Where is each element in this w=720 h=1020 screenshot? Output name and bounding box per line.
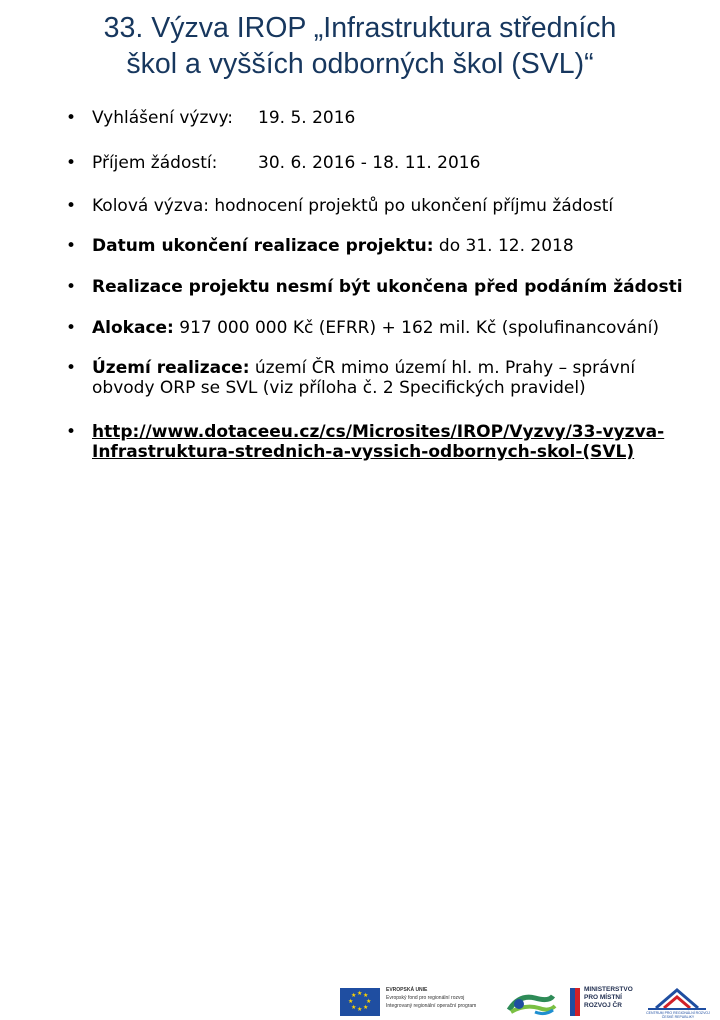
ministry-name: MINISTERSTVO PRO MÍSTNÍ ROZVOJ ČR xyxy=(584,986,633,1009)
bullet-icon: • xyxy=(66,422,77,442)
bullet-icon: • xyxy=(66,277,77,297)
bullet-label: Kolová výzva: xyxy=(92,196,209,216)
irop-logo-icon xyxy=(505,990,557,1018)
logo-bar xyxy=(0,488,720,1019)
program-link-continued[interactable]: Infrastruktura-strednich-a-vyssich-odbornych-skol-(SVL) xyxy=(92,442,635,462)
bullet-icon: • xyxy=(66,196,77,216)
title-line-2: škol a vyšších odborných škol (SVL)“ xyxy=(126,48,594,80)
bullet-label: Území realizace: xyxy=(92,358,250,378)
bullet-icon: • xyxy=(66,153,77,173)
bullet-value: 30. 6. 2016 - 18. 11. 2016 xyxy=(258,153,481,173)
crr-name: CENTRUM PRO REGIONÁLNÍ ROZVOJ ČESKÉ REPUBLIKY xyxy=(646,1011,710,1019)
bullet-label: Realizace projektu nesmí být ukončena před podáním žádosti xyxy=(92,277,683,297)
bullet-label: Příjem žádostí: xyxy=(92,153,218,173)
bullet-list xyxy=(0,0,720,480)
bullet-label: Datum ukončení realizace projektu: xyxy=(92,236,434,256)
bullet-value: 917 000 000 Kč (EFRR) + 162 mil. Kč (spolufinancování) xyxy=(179,318,659,338)
bullet-icon: • xyxy=(66,236,77,256)
bullet-value: území ČR mimo území hl. m. Prahy – správní xyxy=(254,358,636,378)
bullet-value: 19. 5. 2016 xyxy=(258,108,356,128)
program-link[interactable]: http://www.dotaceeu.cz/cs/Microsites/IROP/Vyzvy/33-vyzva- xyxy=(92,422,665,442)
eu-flag-icon: ★ ★ ★ ★ ★ ★ ★ ★ xyxy=(340,988,380,1016)
eu-fund-text: EVROPSKÁ UNIE Evropský fond pro regionální rozvoj Integrovaný regionální operační program xyxy=(386,987,477,1009)
bullet-value: do 31. 12. 2018 xyxy=(438,236,574,256)
bullet-icon: • xyxy=(66,108,77,128)
mmr-emblem-icon xyxy=(570,988,580,1016)
bullet-icon: • xyxy=(66,318,77,338)
bullet-value-continued: obvody ORP se SVL (viz příloha č. 2 Specifických pravidel) xyxy=(92,378,586,398)
bullet-label: Vyhlášení výzvy: xyxy=(92,108,234,128)
bullet-value: hodnocení projektů po ukončení příjmu žádostí xyxy=(214,196,614,216)
bullet-icon: • xyxy=(66,358,77,378)
title-line-1: 33. Výzva IROP „Infrastruktura středních xyxy=(103,12,617,44)
bullet-label: Alokace: xyxy=(92,318,174,338)
